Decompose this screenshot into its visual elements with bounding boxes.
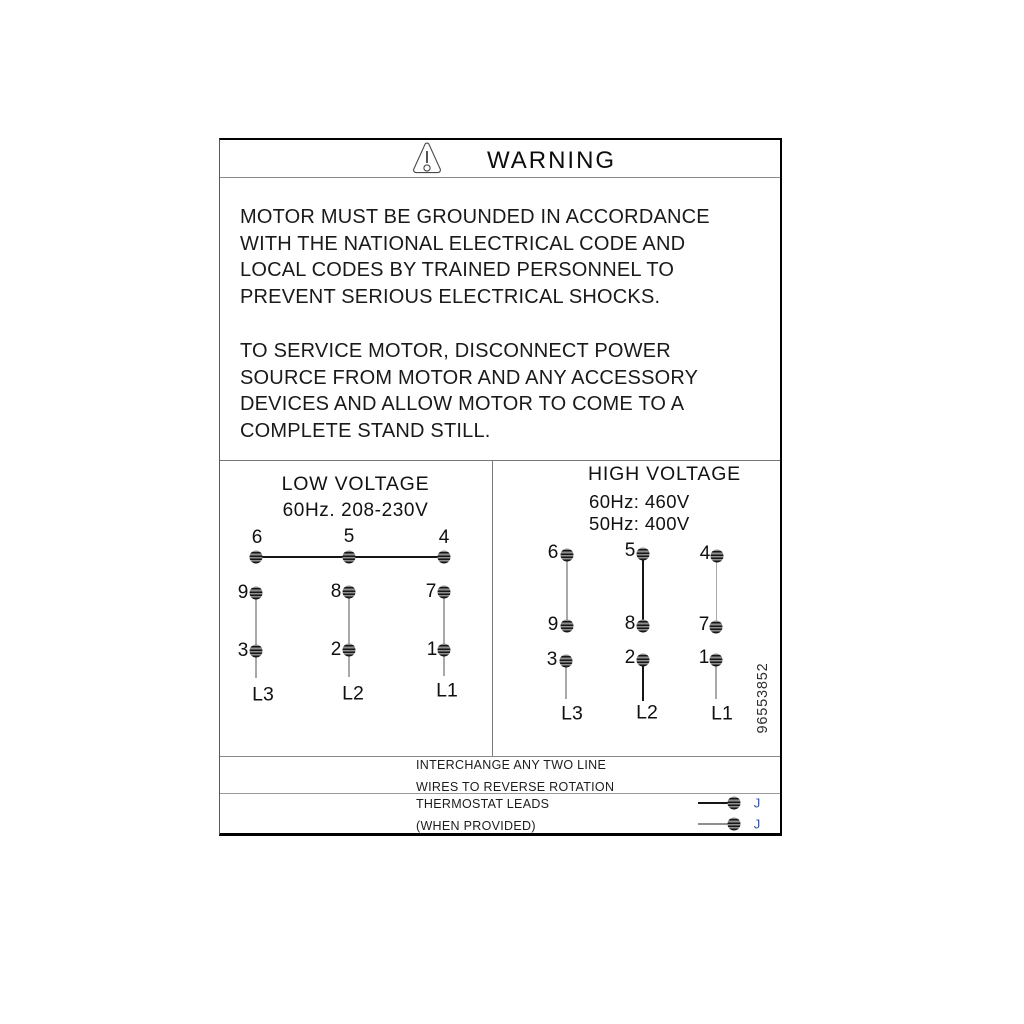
hv-terminal-8-label: 8 bbox=[624, 613, 636, 634]
warning-triangle-icon bbox=[412, 141, 442, 176]
hv-terminal-2-dot bbox=[637, 654, 650, 667]
hv-terminal-1-dot bbox=[710, 654, 723, 667]
low-voltage-subtitle: 60Hz. 208-230V bbox=[282, 500, 429, 521]
hv-terminal-3-dot bbox=[560, 655, 573, 668]
lv-terminal-8-dot bbox=[343, 586, 356, 599]
hv-terminal-9-label: 9 bbox=[547, 614, 559, 635]
lv-wire-9-3-l3 bbox=[255, 593, 257, 678]
thermostat-lead-dot-2 bbox=[728, 818, 741, 831]
hv-terminal-4-dot bbox=[711, 550, 724, 563]
part-number: 96553852 bbox=[755, 662, 771, 734]
hv-terminal-9-dot bbox=[561, 620, 574, 633]
hv-terminal-5-dot bbox=[637, 548, 650, 561]
warning-paragraph-2 bbox=[240, 338, 785, 444]
hv-terminal-2-label: 2 bbox=[624, 647, 636, 668]
lv-line-l2-label: L2 bbox=[342, 682, 364, 705]
hv-wire-6-9 bbox=[566, 555, 568, 626]
warning-text-line: DEVICES AND ALLOW MOTOR TO COME TO A bbox=[240, 393, 685, 415]
lv-terminal-4-dot bbox=[438, 551, 451, 564]
thermostat-leads-label: THERMOSTAT LEADS bbox=[416, 797, 550, 811]
when-provided-label: (WHEN PROVIDED) bbox=[416, 819, 536, 833]
lv-terminal-3-dot bbox=[250, 645, 263, 658]
warning-paragraph-1 bbox=[240, 204, 785, 310]
lv-terminal-1-dot bbox=[438, 644, 451, 657]
lv-terminal-1-label: 1 bbox=[426, 639, 438, 660]
hv-terminal-5-label: 5 bbox=[624, 540, 636, 561]
warning-text-line: SOURCE FROM MOTOR AND ANY ACCESSORY bbox=[240, 366, 699, 389]
thermostat-lead-j-label-2: J bbox=[753, 816, 761, 832]
warning-text-line: WITH THE NATIONAL ELECTRICAL CODE AND bbox=[240, 232, 686, 255]
lv-terminal-3-label: 3 bbox=[237, 640, 249, 661]
lv-line-l3-label: L3 bbox=[252, 683, 274, 706]
hv-terminal-6-label: 6 bbox=[547, 542, 559, 563]
lv-terminal-6-dot bbox=[250, 551, 263, 564]
hv-terminal-7-dot bbox=[710, 621, 723, 634]
lv-terminal-9-label: 9 bbox=[237, 582, 249, 603]
hv-terminal-3-label: 3 bbox=[546, 649, 558, 670]
low-voltage-title: LOW VOLTAGE bbox=[281, 473, 430, 495]
warning-text-line: COMPLETE STAND STILL. bbox=[240, 419, 491, 442]
lv-terminal-7-dot bbox=[438, 586, 451, 599]
lv-terminal-7-label: 7 bbox=[425, 581, 437, 602]
thermostat-lead-dot-1 bbox=[728, 797, 741, 810]
lv-line-l1-label: L1 bbox=[436, 679, 458, 702]
hv-terminal-1-label: 1 bbox=[698, 647, 710, 668]
hv-terminal-4-label: 4 bbox=[699, 543, 711, 564]
high-voltage-title: HIGH VOLTAGE bbox=[588, 463, 741, 485]
warning-text-line: TO SERVICE MOTOR, DISCONNECT POWER bbox=[240, 340, 671, 362]
header-divider bbox=[220, 177, 780, 178]
hv-terminal-8-dot bbox=[637, 620, 650, 633]
interchange-note-line1: INTERCHANGE ANY TWO LINE bbox=[416, 758, 607, 772]
lv-wire-8-2-l2 bbox=[348, 592, 350, 677]
lv-terminal-8-label: 8 bbox=[330, 581, 342, 602]
warning-text-line: PREVENT SERIOUS ELECTRICAL SHOCKS. bbox=[240, 285, 661, 308]
lv-terminal-2-dot bbox=[343, 644, 356, 657]
high-voltage-freq-60hz: 60Hz: 460V bbox=[589, 491, 690, 512]
thermostat-lead-wire-2 bbox=[698, 823, 728, 825]
lv-terminal-2-label: 2 bbox=[330, 639, 342, 660]
hv-terminal-6-dot bbox=[561, 549, 574, 562]
lv-terminal-6-label: 6 bbox=[251, 527, 263, 548]
voltage-section-top-divider bbox=[220, 460, 780, 461]
warning-title: WARNING bbox=[487, 147, 617, 174]
hv-line-l3-label: L3 bbox=[561, 702, 583, 725]
interchange-row-divider bbox=[220, 756, 780, 757]
hv-wire-5-8 bbox=[642, 554, 644, 626]
thermostat-lead-j-label-1: J bbox=[753, 795, 761, 811]
high-voltage-freq-50hz: 50Hz: 400V bbox=[589, 513, 690, 534]
warning-text-line: LOCAL CODES BY TRAINED PERSONNEL TO bbox=[240, 259, 675, 281]
hv-wire-4-7 bbox=[716, 556, 718, 627]
hv-line-l2-label: L2 bbox=[636, 701, 658, 724]
lv-terminal-4-label: 4 bbox=[438, 527, 450, 548]
lv-wire-7-1-l1 bbox=[443, 592, 445, 676]
hv-line-l1-label: L1 bbox=[711, 702, 733, 725]
thermostat-lead-wire-1 bbox=[698, 802, 728, 804]
lv-terminal-5-label: 5 bbox=[343, 526, 355, 547]
warning-text-line: MOTOR MUST BE GROUNDED IN ACCORDANCE bbox=[240, 206, 710, 228]
lv-terminal-5-dot bbox=[343, 551, 356, 564]
lv-terminal-9-dot bbox=[250, 587, 263, 600]
hv-terminal-7-label: 7 bbox=[698, 614, 710, 635]
voltage-section-vertical-divider bbox=[492, 460, 493, 757]
interchange-note-line2: WIRES TO REVERSE ROTATION bbox=[416, 780, 615, 794]
